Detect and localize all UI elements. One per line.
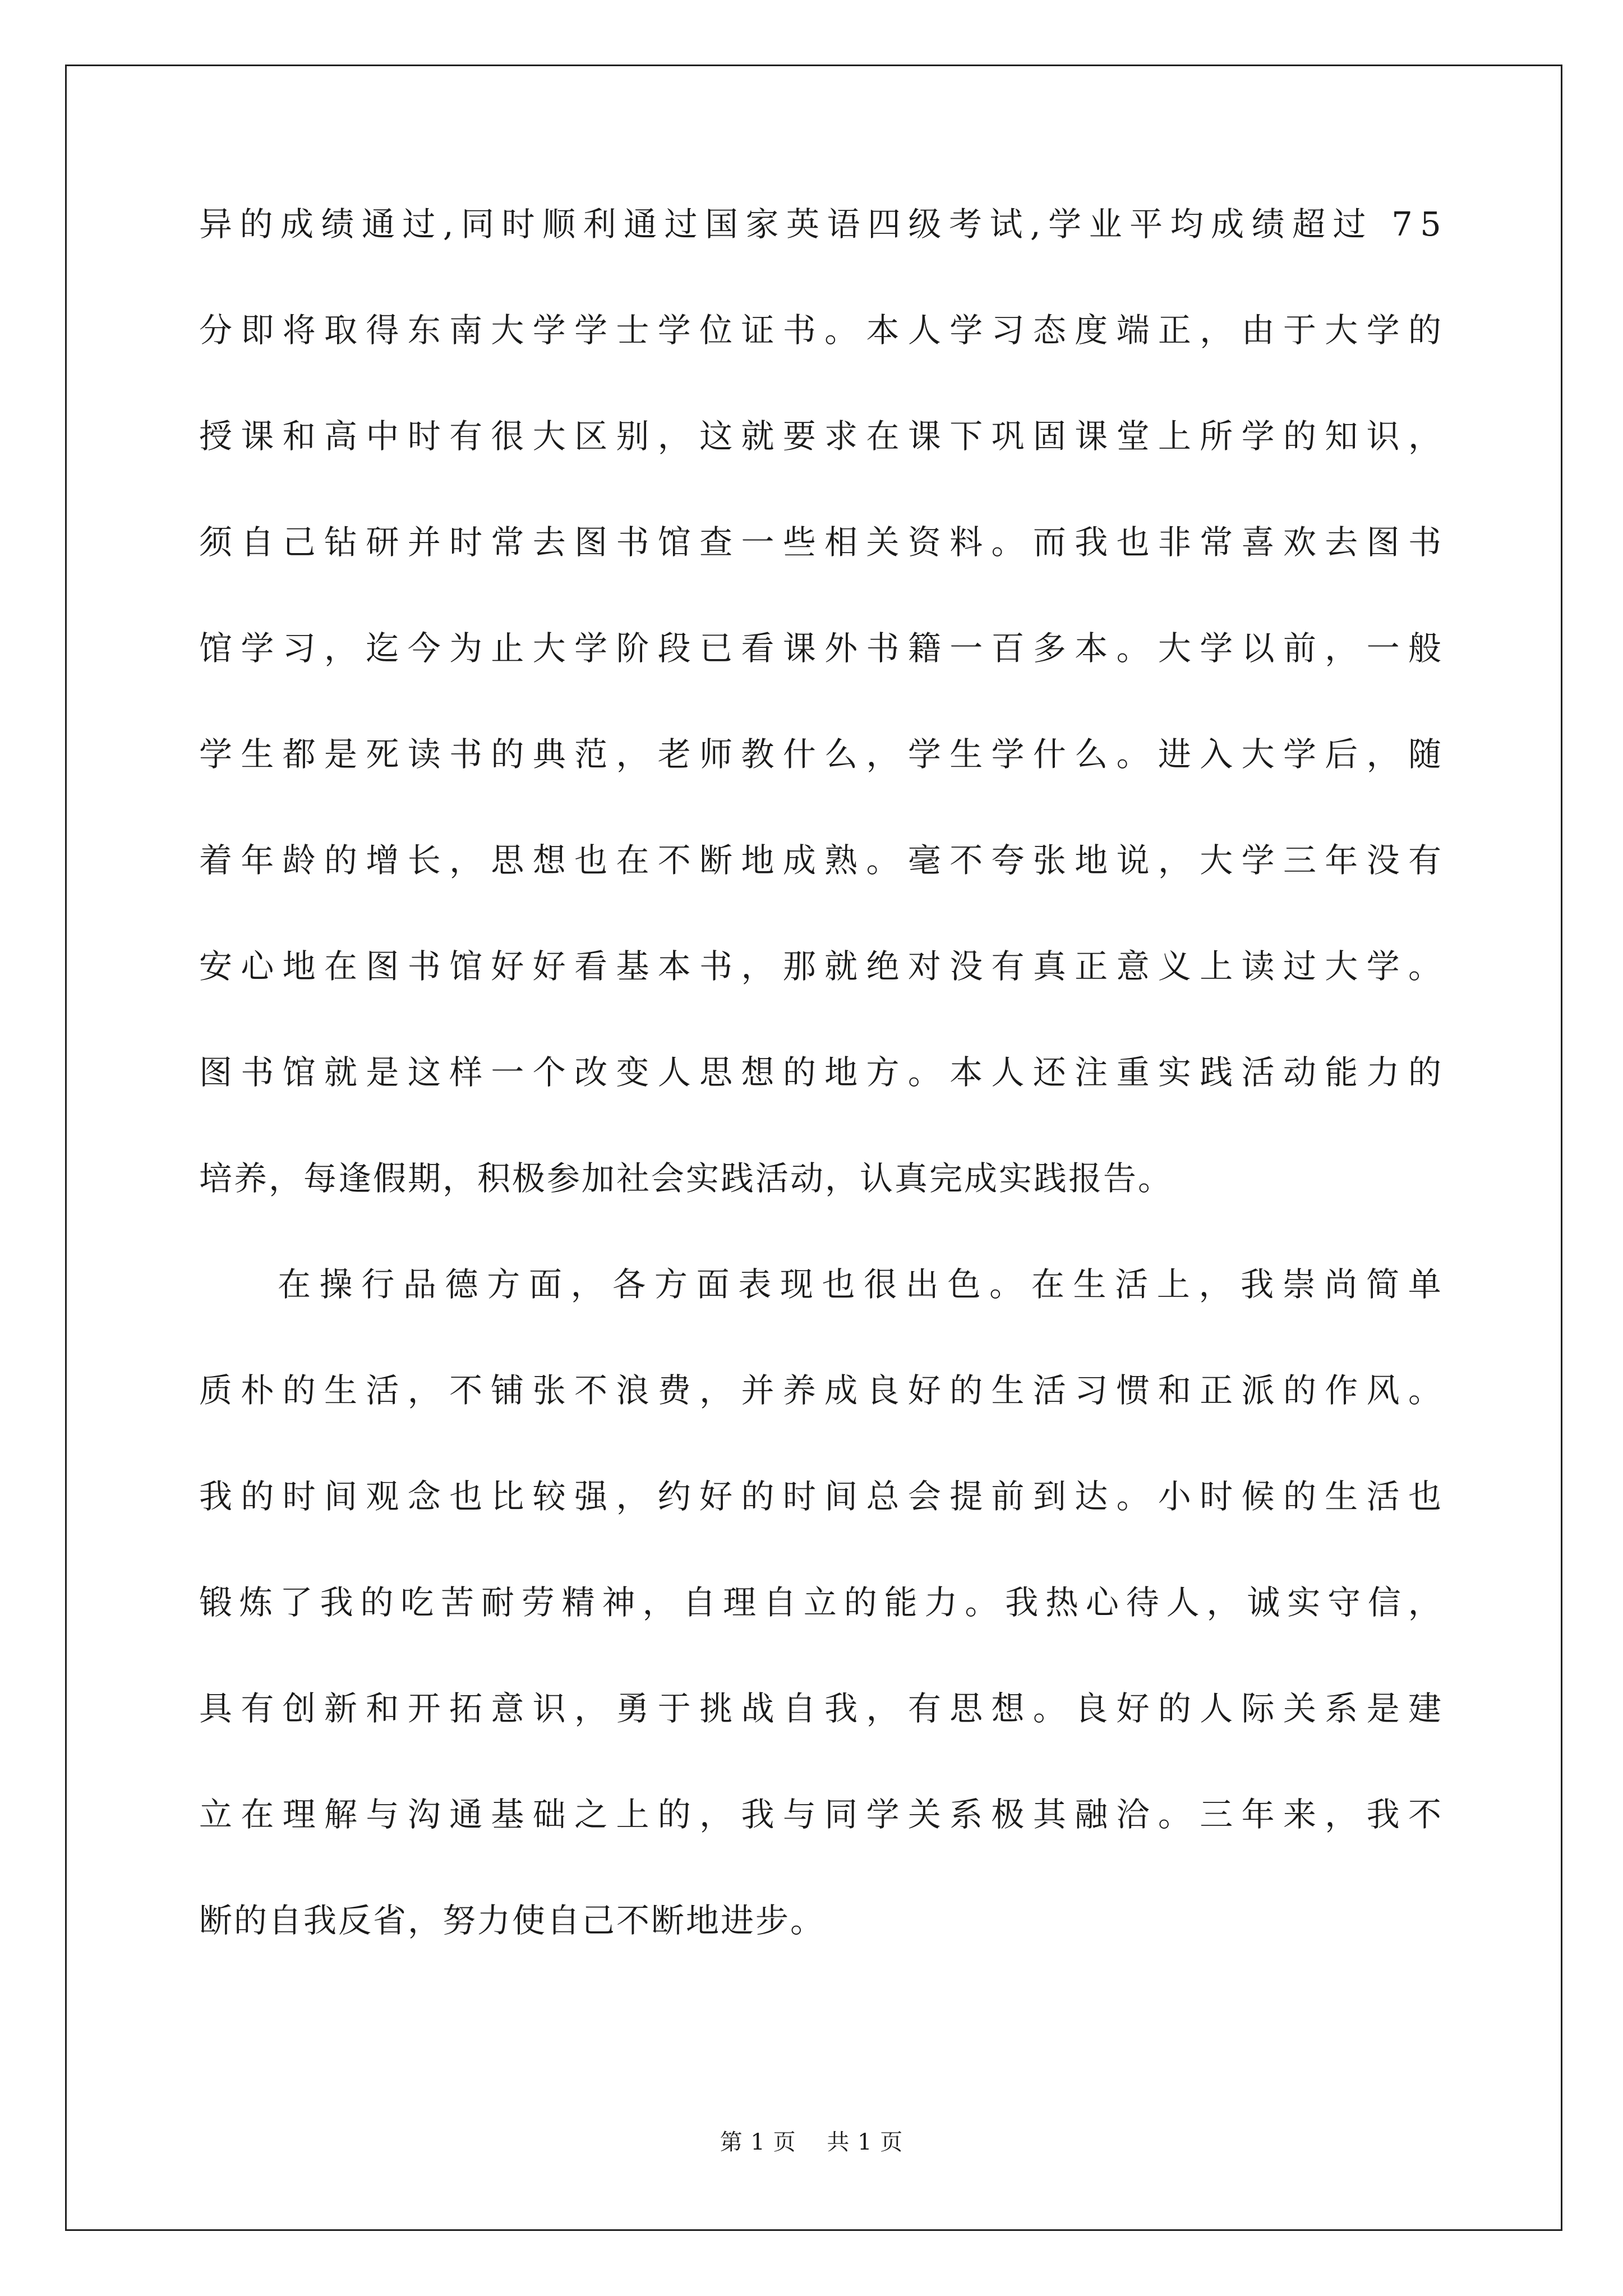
text-line: 须 自 己 钻 研 并 时 常 去 图 书 馆 查 一 些 相 关 资 料 。 而 我 也 非 常 喜 欢 去 图 书 xyxy=(199,523,1441,562)
text-line: 馆 学 习 ， 迄 今 为 止 大 学 阶 段 已 看 课 外 书 籍 一 百 多 本 。 大 学 以 前 ， 一 般 xyxy=(199,629,1441,668)
text-line-last: 培养，每逢假期，积极参加社会实践活动，认真完成实践报告。 xyxy=(199,1159,1173,1198)
text-line-last: 断的自我反省，努力使自己不断地进步。 xyxy=(199,1901,826,1940)
text-line: 质 朴 的 生 活 ， 不 铺 张 不 浪 费 ， 并 养 成 良 好 的 生 活 习 惯 和 正 派 的 作 风 。 xyxy=(199,1371,1441,1410)
text-line: 具 有 创 新 和 开 拓 意 识 ， 勇 于 挑 战 自 我 ， 有 思 想 。 良 好 的 人 际 关 系 是 建 xyxy=(199,1689,1441,1728)
text-line: 图 书 馆 就 是 这 样 一 个 改 变 人 思 想 的 地 方 。 本 人 还 注 重 实 践 活 动 能 力 的 xyxy=(199,1053,1441,1092)
text-line: 安 心 地 在 图 书 馆 好 好 看 基 本 书 ， 那 就 绝 对 没 有 真 正 意 义 上 读 过 大 学 。 xyxy=(199,947,1441,986)
page-number-footer: 第 1 页 共 1 页 xyxy=(720,2129,903,2155)
text-line: 异 的 成 绩 通 过 , 同 时 顺 利 通 过 国 家 英 语 四 级 考 试 , 学 业 平 均 成 绩 超 过 7 5 xyxy=(199,205,1441,243)
text-line: 授 课 和 高 中 时 有 很 大 区 别 ， 这 就 要 求 在 课 下 巩 固 课 堂 上 所 学 的 知 识 ， xyxy=(199,417,1441,455)
document-body xyxy=(199,205,1441,2010)
text-line: 立 在 理 解 与 沟 通 基 础 之 上 的 ， 我 与 同 学 关 系 极 其 融 洽 。 三 年 来 ， 我 不 xyxy=(199,1795,1441,1834)
text-line: 我 的 时 间 观 念 也 比 较 强 ， 约 好 的 时 间 总 会 提 前 到 达 。 小 时 候 的 生 活 也 xyxy=(199,1477,1441,1516)
text-line: 着 年 龄 的 增 长 ， 思 想 也 在 不 断 地 成 熟 。 毫 不 夸 张 地 说 ， 大 学 三 年 没 有 xyxy=(199,841,1441,880)
text-line: 锻 炼 了 我 的 吃 苦 耐 劳 精 神 ， 自 理 自 立 的 能 力 。 我 热 心 待 人 ， 诚 实 守 信 ， xyxy=(199,1583,1441,1622)
text-line: 学 生 都 是 死 读 书 的 典 范 ， 老 师 教 什 么 ， 学 生 学 什 么 。 进 入 大 学 后 ， 随 xyxy=(199,735,1441,774)
text-line: 分 即 将 取 得 东 南 大 学 学 士 学 位 证 书 。 本 人 学 习 态 度 端 正 ， 由 于 大 学 的 xyxy=(199,311,1441,349)
text-line-indented: 在 操 行 品 德 方 面 ， 各 方 面 表 现 也 很 出 色 。 在 生 活 上 ， 我 崇 尚 简 单 xyxy=(278,1265,1441,1304)
